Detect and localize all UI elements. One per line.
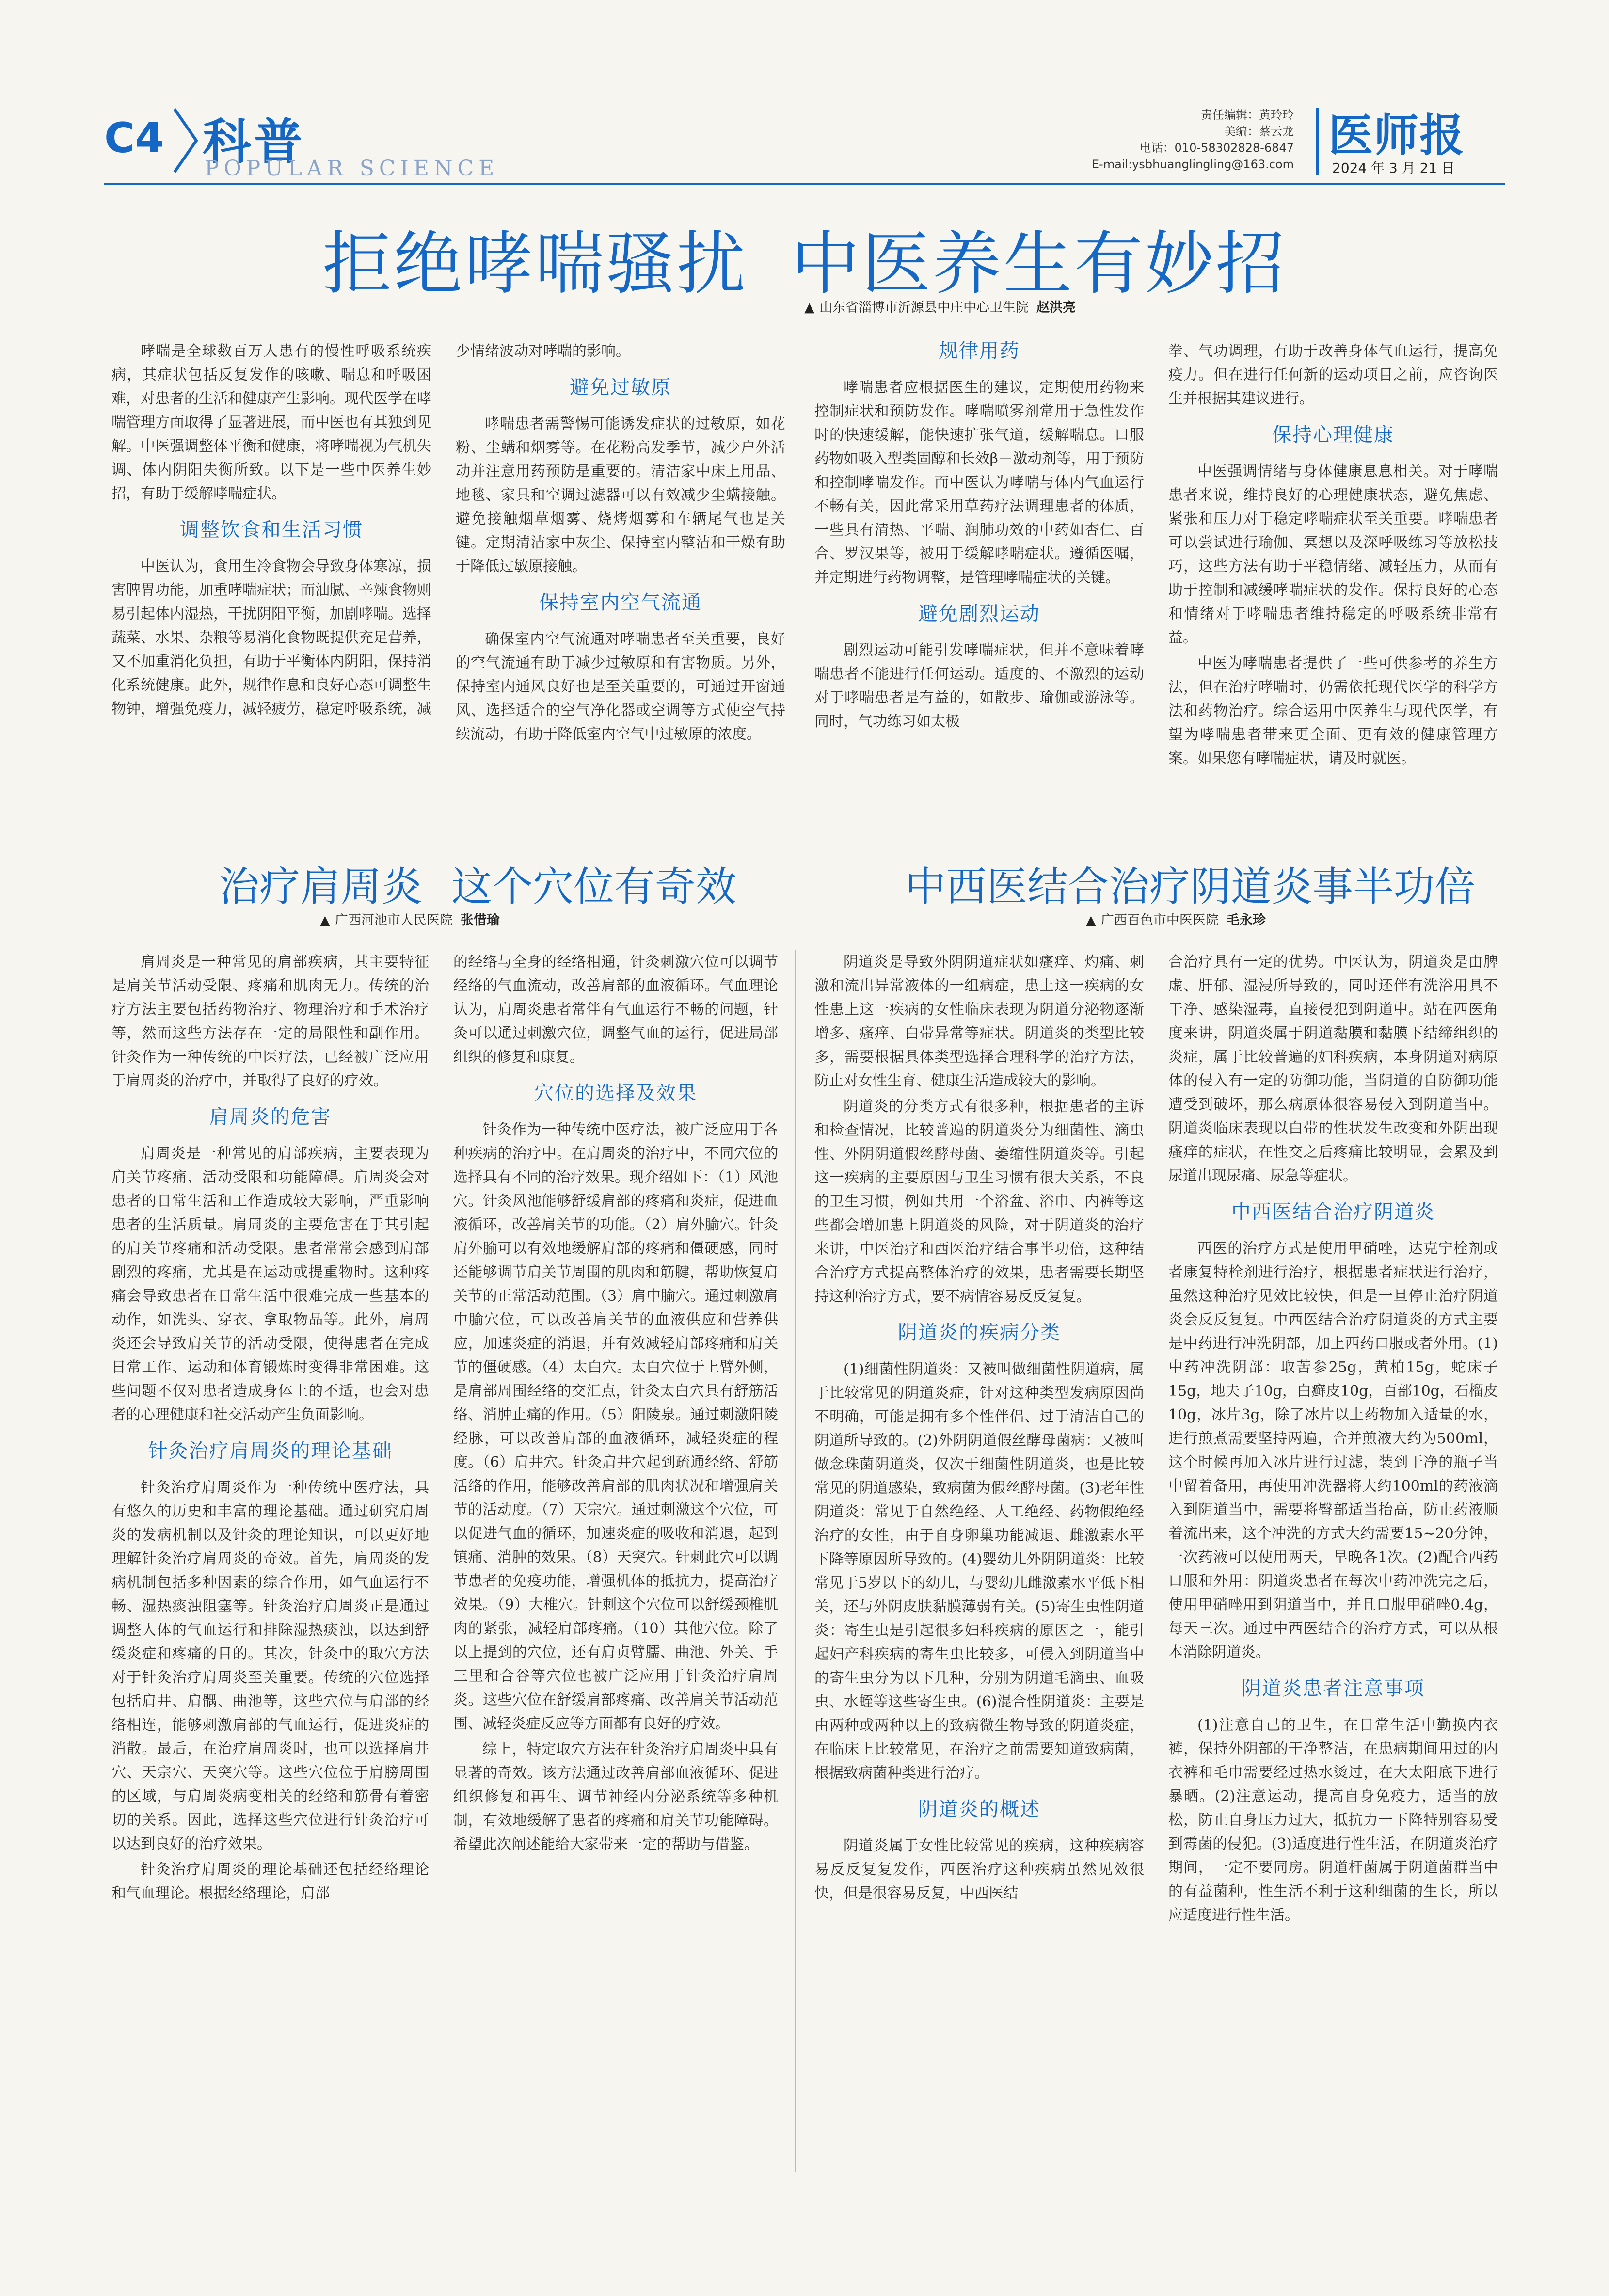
article-1-subheading: 避免过敏原 [570,376,671,399]
article-2-headline [112,854,844,913]
paragraph: 哮喘患者应根据医生的建议，定期使用药物来控制症状和预防发作。哮喘喷雾剂常用于急性发作时的快速缓解，能快速扩张气道，缓解喘息。口服药物如吸入型类固醇和长效β－激动剂等，用于预防和控制哮喘发作。而中医认为哮喘与体内气血运行不畅有关，因此常采用草药疗法调理患者的体质，一些具有清热、平喘、润肺功效的中药如杏仁、百合、罗汉果等，被用于缓解哮喘症状。遵循医嘱，并定期进行药物调整，是管理哮喘症状的关键。 [814,379,1144,586]
paragraph: 合治疗具有一定的优势。中医认为，阴道炎是由脾虚、肝郁、湿浸所导致的，同时还伴有洗浴用具不干净、感染湿毒，直接侵犯到阴道中。站在西医角度来讲，阴道炎属于阴道黏膜和黏膜下结缔组织的炎症，属于比较普遍的妇科疾病，本身阴道对病原体的侵入有一定的防御功能，当阴道的自防御功能遭受到破坏，那么病原体很容易侵入到阴道当中。阴道炎临床表现以白带的性状发生改变和外阴出现瘙痒的症状，在性交之后疼痛比较明显，会累及到尿道出现尿痛、尿急等症状。 [1168,954,1498,1184]
paragraph: 拳、气功调理，有助于改善身体气血运行，提高免疫力。但在进行任何新的运动项目之前，应咨询医生并根据其建议进行。 [1168,343,1498,407]
newspaper-logo: 医师报 [1328,109,1466,161]
paragraph: 针灸作为一种传统中医疗法，被广泛应用于各种疾病的治疗中。在肩周炎的治疗中，不同穴位的选择具有不同的治疗效果。现介绍如下：（1）风池穴。针灸风池能够舒缓肩部的疼痛和炎症，促进血液循环，改善肩关节的功能。（2）肩外腧穴。针灸肩外腧可以有效地缓解肩部的疼痛和僵硬感，同时还能够调节肩关节周围的肌肉和筋腱，帮助恢复肩关节的正常活动范围。（3）肩中腧穴。通过刺激肩中腧穴位，可以改善肩关节的血液供应和营养供应，加速炎症的消退，并有效减轻肩部疼痛和肩关节的僵硬感。（4）太白穴。太白穴位于上臂外侧，是肩部周围经络的交汇点，针灸太白穴具有舒筋活络、消肿止痛的作用。（5）阳陵泉。通过刺激阳陵经脉，可以改善肩部的血液循环，减轻炎症的程度。（6）肩井穴。针灸肩井穴起到疏通经络、舒筋活络的作用，能够改善肩部的肌肉状况和增强肩关节的活动度。（7）天宗穴。通过刺激这个穴位，可以促进气血的循环，加速炎症的吸收和消退，起到镇痛、消肿的效果。（8）天突穴。针刺此穴可以调节患者的免疫功能，增强机体的抵抗力，提高治疗效果。（9）大椎穴。针刺这个穴位可以舒缓颈椎肌肉的紧张，减轻肩部疼痛。（10）其他穴位。除了以上提到的穴位，还有肩贞臂臑、曲池、外关、手三里和合谷等穴位也被广泛应用于针灸治疗肩周炎。这些穴位在舒缓肩部疼痛、改善肩关节活动范围、减轻炎症反应等方面都有良好的疗效。 [453,1121,778,1732]
paragraph: 肩周炎是一种常见的肩部疾病，主要表现为肩关节疼痛、活动受限和功能障碍。肩周炎会对患者的日常生活和工作造成较大影响，严重影响患者的生活质量。肩周炎的主要危害在于其引起的肩关节疼痛和活动受限。患者常常会感到肩部剧烈的疼痛，尤其是在运动或提重物时。这种疼痛会导致患者在日常生活中很难完成一些基本的动作，如洗头、穿衣、拿取物品等。此外，肩周炎还会导致肩关节的活动受限，使得患者在完成日常工作、运动和体育锻炼时变得非常困难。这些问题不仅对患者造成身体上的不适，也会对患者的心理健康和社交活动产生负面影响。 [112,1145,429,1423]
paragraph: 针灸治疗肩周炎的理论基础还包括经络理论和气血理论。根据经络理论，肩部 [112,1861,429,1902]
article-1-byline [804,297,1076,316]
contact-phone: 电话：010-58302828-6847 [1139,141,1294,155]
triangle-icon: ▲ [804,300,814,315]
paragraph: 中医认为，食用生冷食物会导致身体寒凉，损害脾胃功能，加重哮喘症状；而油腻、辛辣食物则易引起体内湿热，干扰阴阳平衡，加剧哮喘。选择蔬菜、水果、杂粮等易消化食物既提供充足营养，又不加重消化负担，有助于平衡体内阴阳，保持消化系统健康。此外，规律作息和良好心态可调整生物钟，增强免疫力，减轻疲劳，稳定呼吸系统，减 [112,558,431,718]
article-2-column-2 [453,950,778,2172]
editor-name: 责任编辑：黄玲玲 [1201,108,1294,122]
article-1-column-4 [1168,339,1498,848]
section-title: 科普 [203,113,305,170]
column-divider [795,950,796,2172]
article-1-headline [0,208,1609,307]
paragraph: (1)细菌性阴道炎：又被叫做细菌性阴道病，属于比较常见的阴道炎症，针对这种类型发病原因尚不明确，可能是拥有多个性伴侣、过于清洁自己的阴道所导致的。(2)外阴阴道假丝酵母菌病：又被叫做念珠菌阴道炎，仅次于细菌性阴道炎，也是比较常见的阴道感染，致病菌为假丝酵母菌。(3)老年性阴道炎：常见于自然绝经、人工绝经、药物假绝经治疗的女性，由于自身卵巢功能减退、雌激素水平下降等原因所导致的。(4)婴幼儿外阴阴道炎：比较常见于5岁以下的幼儿，与婴幼儿雌激素水平低下相关，还与外阴皮肤黏膜薄弱有关。(5)寄生虫性阴道炎：寄生虫是引起很多妇科疾病的原因之一，能引起妇产科疾病的寄生虫比较多，可侵入到阴道当中的寄生虫分为以下几种，分别为阴道毛滴虫、血吸虫、水蛭等这些寄生虫。(6)混合性阴道炎：主要是由两种或两种以上的致病微生物导致的阴道炎症，在临床上比较常见，在治疗之前需要知道致病菌，根据致病菌种类进行治疗。 [814,1361,1144,1782]
paragraph: 确保室内空气流通对哮喘患者至关重要，良好的空气流通有助于减少过敏原和有害物质。另外，保持室内通风良好也是至关重要的，可通过开窗通风、选择适合的空气净化器或空调等方式使空气持续流动，有助于降低室内空气中过敏原的浓度。 [456,631,785,743]
article-1-subheading: 避免剧烈运动 [918,603,1040,625]
article-1-subheading: 保持室内空气流通 [539,591,702,614]
article-2-column-1 [112,950,429,2172]
paragraph: 肩周炎是一种常见的肩部疾病，其主要特征是肩关节活动受限、疼痛和肌肉无力。传统的治疗方法主要包括药物治疗、物理治疗和手术治疗等，然而这些方法存在一定的局限性和副作用。针灸作为一种传统的中医疗法，已经被广泛应用于肩周炎的治疗中，并取得了良好的疗效。 [112,954,429,1089]
article-2-subheading: 穴位的选择及效果 [534,1082,697,1104]
article-1-headline-b: 中医养生有妙招 [791,224,1287,304]
article-2-headline-b: 这个穴位有奇效 [451,863,737,910]
article-3-subheading: 阴道炎的概述 [918,1798,1040,1820]
article-3-column-1 [814,950,1144,2172]
article-2-subheading: 针灸治疗肩周炎的理论基础 [148,1440,393,1462]
article-2-byline-org: 广西河池市人民医院 [335,913,453,928]
paragraph: 阴道炎属于女性比较常见的疾病，这种疾病容易反反复复发作，西医治疗这种疾病虽然见效很快，但是很容易反复，中西医结 [814,1837,1144,1902]
article-1-byline-org: 山东省淄博市沂源县中庄中心卫生院 [819,300,1029,315]
article-2-byline-author: 张惜瑜 [460,913,500,928]
contact-email: E-mail:ysbhuanglingling@163.com [1091,158,1294,171]
designer-name: 美编：蔡云龙 [1224,125,1294,138]
header-rule [104,183,1505,185]
masthead-divider [1316,108,1319,175]
article-3-byline [1086,909,1266,928]
article-3-byline-org: 广西百色市中医医院 [1100,913,1219,928]
article-1-subheading: 规律用药 [939,340,1020,362]
page-number: C4 [104,114,164,162]
article-1-column-1 [112,339,431,848]
paragraph: 剧烈运动可能引发哮喘症状，但并不意味着哮喘患者不能进行任何运动。适度的、不激烈的运动对于哮喘患者是有益的，如散步、瑜伽或游泳等。同时，气功练习如太极 [814,642,1144,730]
article-2-subheading: 肩周炎的危害 [209,1106,332,1128]
editor-info [1092,107,1294,173]
article-2-headline-a: 治疗肩周炎 [218,863,422,910]
article-1-subheading: 调整饮食和生活习惯 [180,519,363,541]
article-3-subheading: 阴道炎的疾病分类 [898,1322,1061,1344]
article-3-byline-author: 毛永珍 [1226,913,1266,928]
paragraph: 针灸治疗肩周炎作为一种传统中医疗法，具有悠久的历史和丰富的理论基础。通过研究肩周炎的发病机制以及针灸的理论知识，可以更好地理解针灸治疗肩周炎的奇效。首先，肩周炎的发病机制包括多种因素的综合作用，如气血运行不畅、湿热痰浊阻塞等。针灸治疗肩周炎正是通过调整人体的气血运行和排除湿热痰浊，以达到舒缓炎症和疼痛的目的。其次，针灸中的取穴方法对于针灸治疗肩周炎至关重要。传统的穴位选择包括肩井、肩髃、曲池等，这些穴位与肩部的经络相连，能够刺激肩部的气血运行，促进炎症的消散。最后，在治疗肩周炎时，也可以选择肩井穴、天宗穴、天突穴等。这些穴位位于肩膀周围的区域，与肩周炎病变相关的经络和筋骨有着密切的关系。因此，选择这些穴位进行针灸治疗可以达到良好的治疗效果。 [112,1479,429,1852]
issue-date: 2024 年 3 月 21 日 [1332,160,1455,176]
article-1-subheading: 保持心理健康 [1272,424,1394,446]
paragraph: 中医为哮喘患者提供了一些可供参考的养生方法，但在治疗哮喘时，仍需依托现代医学的科学方法和药物治疗。综合运用中医养生与现代医学，有望为哮喘患者带来更全面、更有效的健康管理方案。如果您有哮喘症状，请及时就医。 [1168,655,1498,767]
article-2-byline [320,909,500,928]
paragraph: 阴道炎的分类方式有很多种，根据患者的主诉和检查情况，比较普遍的阴道炎分为细菌性、滴虫性、外阴阴道假丝酵母菌、萎缩性阴道炎等。引起这一疾病的主要原因与卫生习惯有很大关系，不良的卫生习惯，例如共用一个浴盆、浴巾、内裤等这些都会增加患上阴道炎的风险，对于阴道炎的治疗来讲，中医治疗和西医治疗结合事半功倍，这种结合治疗方式提高整体治疗的效果，患者需要长期坚持这种治疗方式，要不病情容易反反复复。 [814,1098,1144,1305]
article-1-byline-author: 赵洪亮 [1036,300,1076,315]
triangle-icon: ▲ [320,913,330,928]
article-3-subheading: 中西医结合治疗阴道炎 [1231,1201,1435,1223]
section-subtitle: POPULAR SCIENCE [205,156,499,181]
paragraph: 中医强调情绪与身体健康息息相关。对于哮喘患者来说，维持良好的心理健康状态，避免焦虑、紧张和压力对于稳定哮喘症状至关重要。哮喘患者可以尝试进行瑜伽、冥想以及深呼吸练习等放松技巧，这些方法有助于平稳情绪、减轻压力，从而有助于控制和减缓哮喘症状的发作。保持良好的心态和情绪对于哮喘患者维持稳定的呼吸系统非常有益。 [1168,463,1498,646]
paragraph: 哮喘患者需警惕可能诱发症状的过敏原，如花粉、尘螨和烟雾等。在花粉高发季节，减少户外活动并注意用药预防是重要的。清洁家中床上用品、地毯、家具和空调过滤器可以有效减少尘螨接触。避免接触烟草烟雾、烧烤烟雾和车辆尾气也是关键。定期清洁家中灰尘、保持室内整洁和干燥有助于降低过敏原接触。 [456,415,785,575]
paragraph: 哮喘是全球数百万人患有的慢性呼吸系统疾病，其症状包括反复发作的咳嗽、喘息和呼吸困难，对患者的生活和健康产生影响。现代医学在哮喘管理方面取得了显著进展，而中医也有其独到见解。中医强调整体平衡和健康，将哮喘视为气机失调、体内阴阳失衡所致。以下是一些中医养生妙招，有助于缓解哮喘症状。 [112,343,431,502]
article-1-column-3 [814,339,1144,848]
article-3-headline: 中西医结合治疗阴道炎事半功倍 [905,863,1475,910]
article-3-column-2 [1168,950,1498,2172]
article-3-subheading: 阴道炎患者注意事项 [1242,1677,1425,1700]
article-1-column-2 [456,339,785,848]
paragraph: 综上，特定取穴方法在针灸治疗肩周炎中具有显著的奇效。该方法通过改善肩部血液循环、促进组织修复和再生、调节神经内分泌系统等多种机制，有效地缓解了患者的疼痛和肩关节功能障碍。希望此次阐述能给大家带来一定的帮助与借鉴。 [453,1741,778,1853]
paragraph: 的经络与全身的经络相通，针灸刺激穴位可以调节经络的气血流动，改善肩部的血液循环。气血理论认为，肩周炎患者常伴有气血运行不畅的问题，针灸可以通过刺激穴位，调整气血的运行，促进局部组织的修复和康复。 [453,954,778,1066]
paragraph: 阴道炎是导致外阴阴道症状如瘙痒、灼痛、刺激和流出异常液体的一组病症，患上这一疾病的女性患上这一疾病的女性临床表现为阴道分泌物逐渐增多、瘙痒、白带异常等症状。阴道炎的类型比较多，需要根据具体类型选择合理科学的治疗方法，防止对女性生育、健康生活造成较大的影响。 [814,954,1144,1089]
paragraph: 西医的治疗方式是使用甲硝唑，达克宁栓剂或者康复特栓剂进行治疗，根据患者症状进行治疗，虽然这种治疗见效比较快，但是一旦停止治疗阴道炎会反反复复。中西医结合治疗阴道炎的方式主要是中药进行冲洗阴部，加上西药口服或者外用。(1)中药冲洗阴部：取苦参25g，黄柏15g，蛇床子15g，地夫子10g，白癣皮10g，百部10g，石榴皮10g，冰片3g，除了冰片以上药物加入适量的水，进行煎煮需要坚持两遍，合并煎液大约为500ml，这个时候再加入冰片进行过滤，装到干净的瓶子当中留着备用，再使用冲洗器将大约100ml的药液滴入到阴道当中，需要将臀部适当抬高，防止药液顺着流出来，这个冲洗的方式大约需要15~20分钟，一次药液可以使用两天，早晚各1次。(2)配合西药口服和外用：阴道炎患者在每次中药冲洗完之后，使用甲硝唑用到阴道当中，并且口服甲硝唑0.4g，每天三次。通过中西医结合的治疗方式，可以从根本消除阴道炎。 [1168,1240,1498,1661]
chevron-right-icon [170,104,204,177]
paragraph: 少情绪波动对哮喘的影响。 [456,343,630,360]
article-1-headline-a: 拒绝哮喘骚扰 [322,224,748,304]
paragraph: (1)注意自己的卫生，在日常生活中勤换内衣裤，保持外阴部的干净整洁，在患病期间用过的内衣裤和毛巾需要经过热水烫过，在大太阳底下进行暴晒。(2)注意运动，提高自身免疫力，适当的放松，防止自身压力过大，抵抗力一下降特别容易受到霉菌的侵犯。(3)适度进行性生活，在阴道炎治疗期间，一定不要同房。阴道杆菌属于阴道菌群当中的有益菌种，性生活不利于这种细菌的生长，所以应适度进行性生活。 [1168,1717,1498,1924]
triangle-icon: ▲ [1086,913,1096,928]
